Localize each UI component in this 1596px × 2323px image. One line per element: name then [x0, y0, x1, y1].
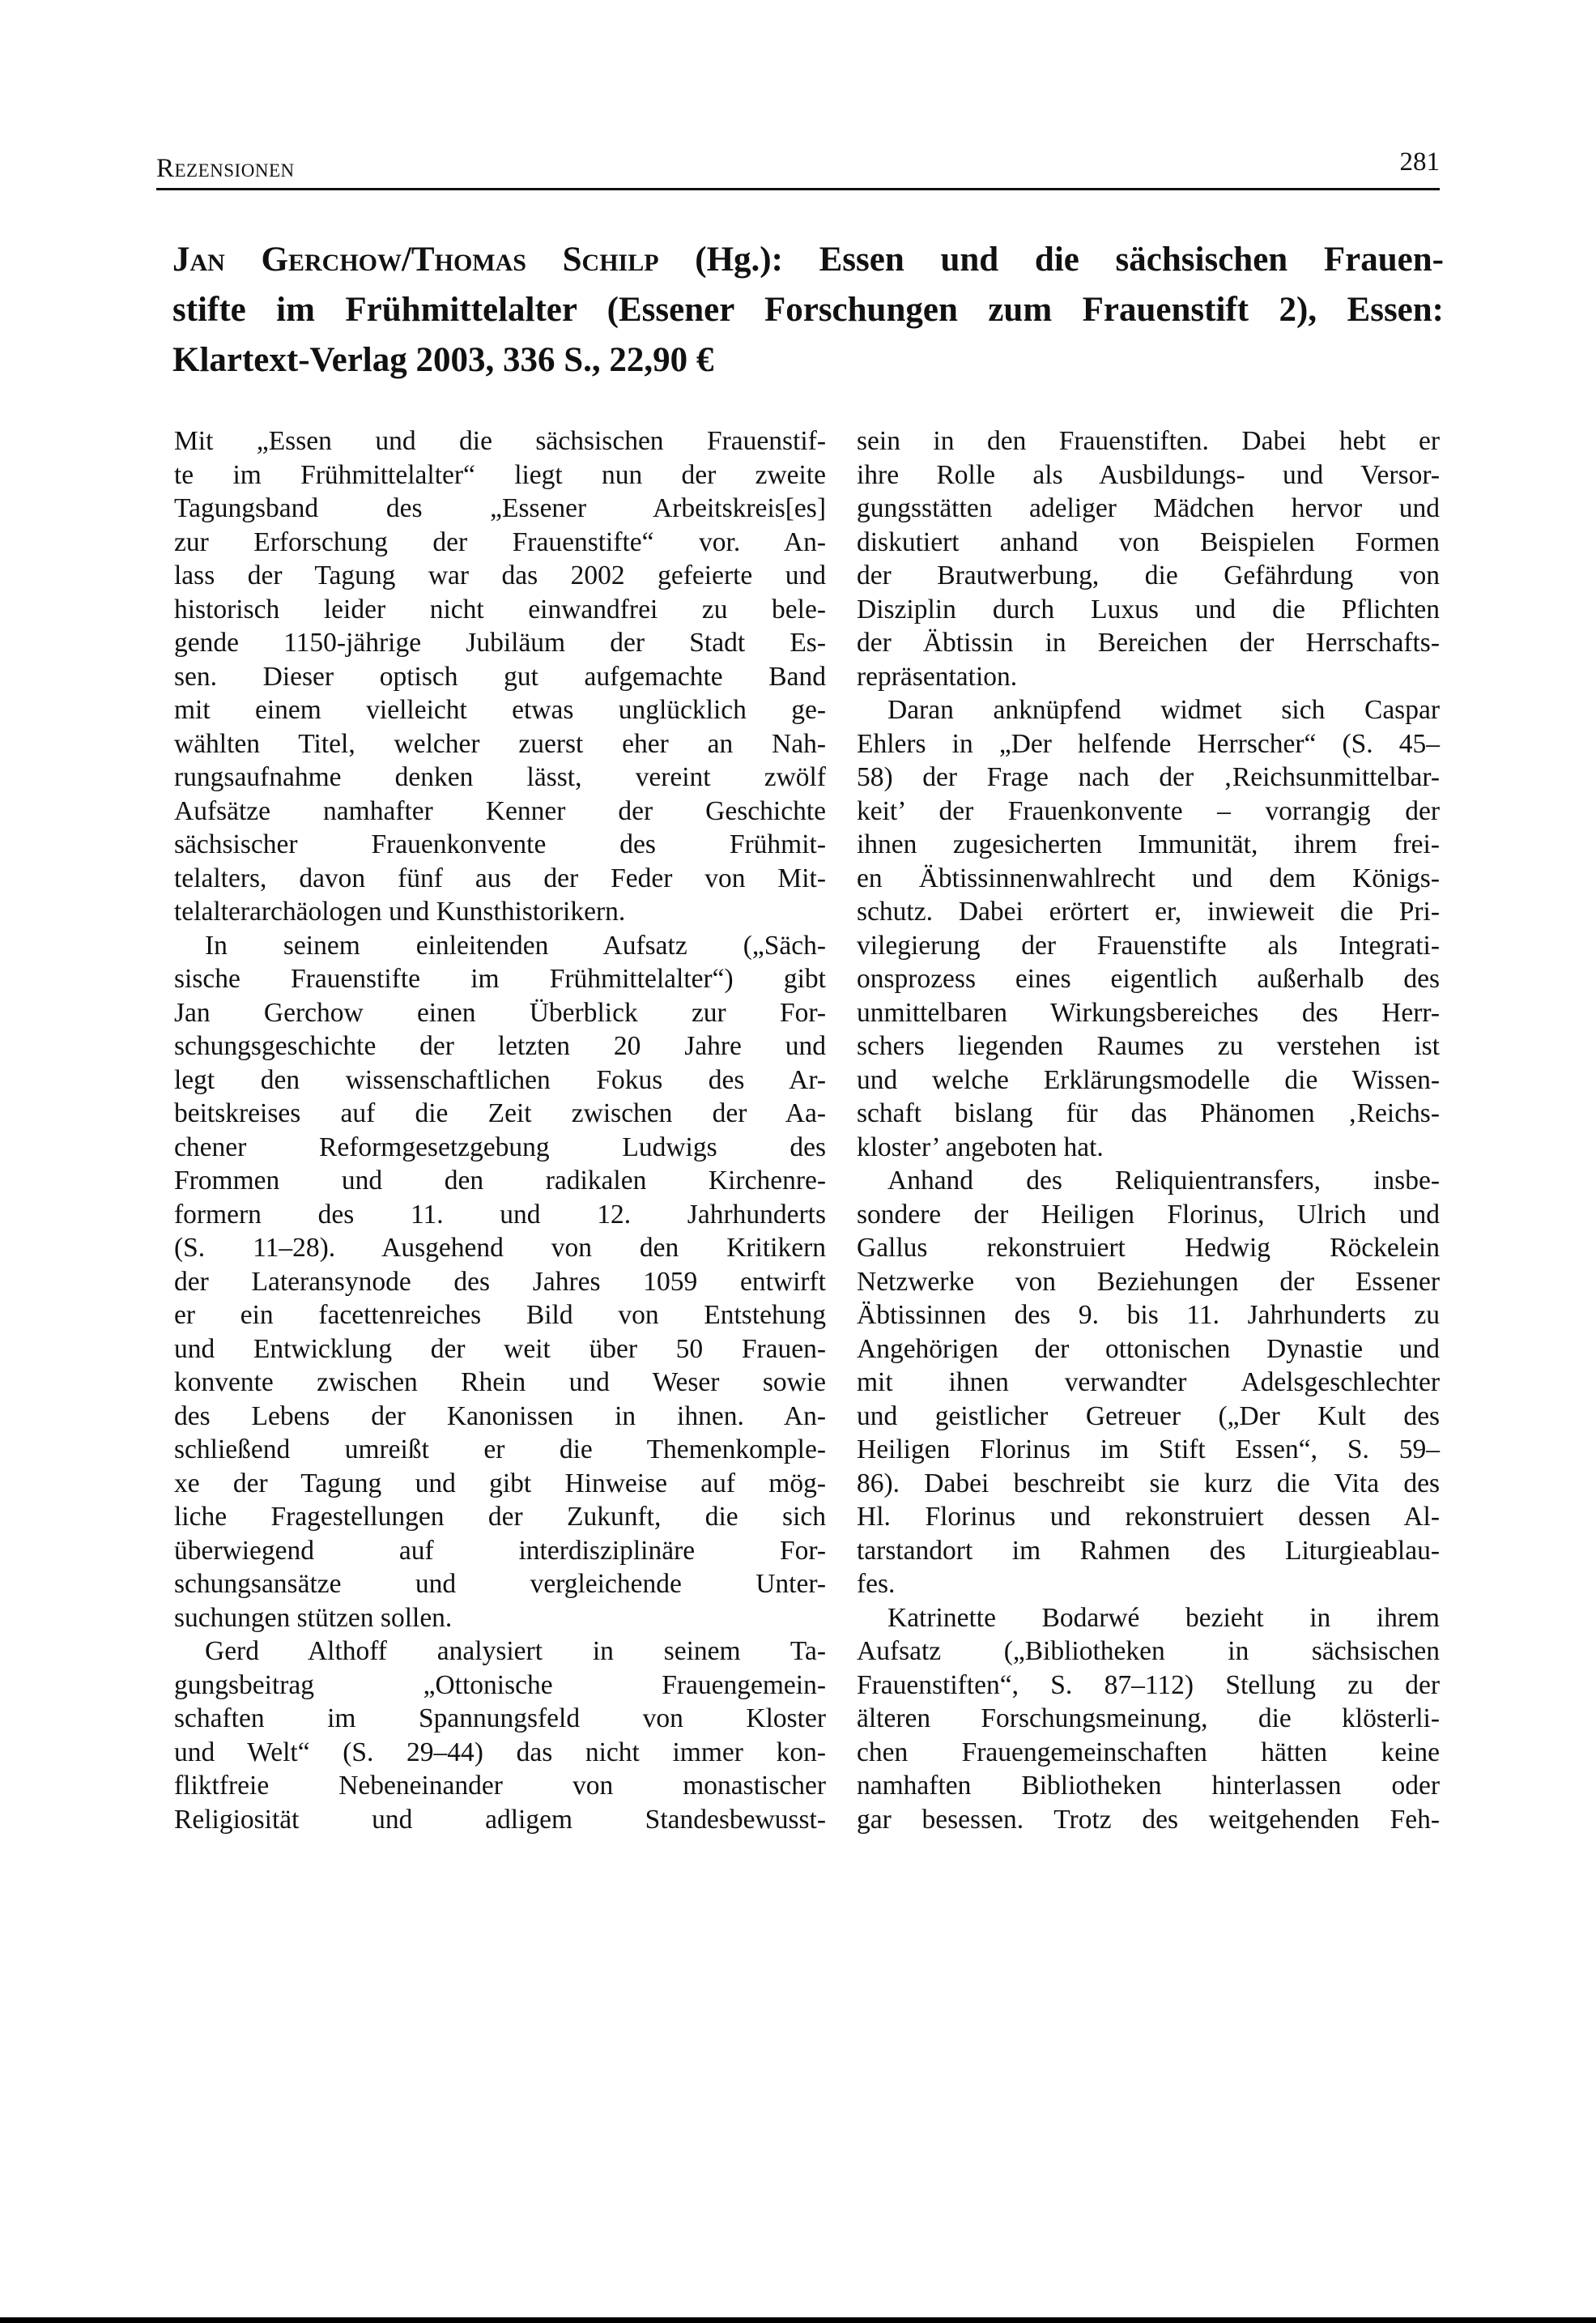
paragraph-start: Daran anknüpfend widmet sich Caspar: [887, 695, 1440, 725]
text-line: onsprozess eines eigentlich außerhalb des: [857, 964, 1440, 994]
text-line: rungsaufnahme denken lässt, vereint zwölf: [174, 762, 826, 792]
text-line: Gallus rekonstruiert Hedwig Röckelein: [857, 1233, 1440, 1263]
text-line: kloster’ angeboten hat.: [857, 1132, 1104, 1162]
paragraph-start: In seinem einleitenden Aufsatz („Säch-: [205, 930, 826, 961]
text-line: formern des 11. und 12. Jahrhunderts: [174, 1199, 826, 1230]
text-line: te im Frühmittelalter“ liegt nun der zweite: [174, 459, 826, 490]
text-line: repräsentation.: [857, 661, 1018, 692]
text-line: schungsansätze und vergleichende Unter-: [174, 1569, 826, 1599]
text-line: tarstandort im Rahmen des Liturgieablau-: [857, 1535, 1440, 1566]
text-line: fliktfreie Nebeneinander von monastischer: [174, 1771, 826, 1801]
text-line: wählten Titel, welcher zuerst eher an Nah-: [174, 728, 826, 759]
text-line: der Lateransynode des Jahres 1059 entwirft: [174, 1266, 826, 1297]
text-line: Aufsatz („Bibliotheken in sächsischen: [857, 1636, 1440, 1666]
text-line: Tagungsband des „Essener Arbeitskreis[es]: [174, 493, 826, 523]
review-heading: [172, 235, 1444, 386]
text-line: Netzwerke von Beziehungen der Essener: [857, 1266, 1440, 1297]
heading-line-1: [172, 235, 1444, 285]
text-line: Jan Gerchow einen Überblick zur For-: [174, 997, 826, 1028]
text-line: und Welt“ (S. 29–44) das nicht immer kon-: [174, 1737, 826, 1767]
section-title: Rezensionen: [156, 154, 295, 183]
text-line: unmittelbaren Wirkungsbereiches des Herr-: [857, 997, 1440, 1028]
text-line: 58) der Frage nach der ‚Reichsunmittelbar-: [857, 762, 1440, 792]
text-line: schließend umreißt er die Themenkomple-: [174, 1434, 826, 1464]
heading-line-3: Klartext-Verlag 2003, 336 S., 22,90 €: [172, 341, 714, 379]
text-line: überwiegend auf interdisziplinäre For-: [174, 1535, 826, 1566]
text-line: Frauenstiften“, S. 87–112) Stellung zu der: [857, 1669, 1440, 1700]
text-line: telalters, davon fünf aus der Feder von Mit-: [174, 863, 826, 893]
text-line: Heiligen Florinus im Stift Essen“, S. 59–: [857, 1434, 1440, 1464]
text-line: des Lebens der Kanonissen in ihnen. An-: [174, 1400, 826, 1431]
text-line: mit ihnen verwandter Adelsgeschlechter: [857, 1367, 1440, 1397]
text-line: und geistlicher Getreuer („Der Kult des: [857, 1400, 1440, 1431]
text-column-left: [174, 424, 826, 1836]
text-line: gar besessen. Trotz des weitgehenden Feh-: [857, 1804, 1440, 1835]
text-line: älteren Forschungsmeinung, die klösterli-: [857, 1703, 1440, 1733]
text-line: sondere der Heiligen Florinus, Ulrich und: [857, 1199, 1440, 1230]
paragraph-start: Gerd Althoff analysiert in seinem Ta-: [205, 1636, 826, 1666]
text-line: er ein facettenreiches Bild von Entstehung: [174, 1300, 826, 1330]
text-line: sische Frauenstifte im Frühmittelalter“) gibt: [174, 964, 826, 994]
text-line: zur Erforschung der Frauenstifte“ vor. An-: [174, 526, 826, 557]
text-line: keit’ der Frauenkonvente – vorrangig der: [857, 795, 1440, 826]
text-line: xe der Tagung und gibt Hinweise auf mög-: [174, 1468, 826, 1498]
text-line: Hl. Florinus und rekonstruiert dessen Al-: [857, 1502, 1440, 1532]
text-line: Aufsätze namhafter Kenner der Geschichte: [174, 795, 826, 826]
running-header: [156, 147, 1440, 193]
header-rule: [156, 188, 1440, 190]
text-line: schers liegenden Raumes zu verstehen ist: [857, 1031, 1440, 1061]
text-line: sein in den Frauenstiften. Dabei hebt er: [857, 426, 1440, 456]
text-line: vilegierung der Frauenstifte als Integrati-: [857, 930, 1440, 961]
text-line: chener Reformgesetzgebung Ludwigs des: [174, 1132, 826, 1162]
page-number: 281: [1399, 147, 1440, 177]
text-line: Frommen und den radikalen Kirchenre-: [174, 1166, 826, 1196]
text-line: sen. Dieser optisch gut aufgemachte Band: [174, 661, 826, 692]
text-line: gungsbeitrag „Ottonische Frauengemein-: [174, 1669, 826, 1700]
text-line: konvente zwischen Rhein und Weser sowie: [174, 1367, 826, 1397]
text-line: der Äbtissin in Bereichen der Herrschafts-: [857, 628, 1440, 658]
text-line: sächsischer Frauenkonvente des Frühmit-: [174, 829, 826, 859]
text-line: gungsstätten adeliger Mädchen hervor und: [857, 493, 1440, 523]
text-line: Äbtissinnen des 9. bis 11. Jahrhunderts zu: [857, 1300, 1440, 1330]
text-line: der Brautwerbung, die Gefährdung von: [857, 561, 1440, 590]
text-line: suchungen stützen sollen.: [174, 1602, 453, 1633]
scan-edge-bar: [0, 2317, 1596, 2323]
editors: Jan Gerchow/Thomas Schilp: [172, 241, 659, 279]
text-line: schaft bislang für das Phänomen ‚Reichs-: [857, 1098, 1440, 1128]
text-line: ihnen zugesicherten Immunität, ihrem frei-: [857, 829, 1440, 859]
text-line: Mit „Essen und die sächsischen Frauenstif-: [174, 426, 826, 456]
text-line: und Entwicklung der weit über 50 Frauen-: [174, 1333, 826, 1364]
paragraph-start: Katrinette Bodarwé bezieht in ihrem: [887, 1602, 1440, 1633]
text-line: fes.: [857, 1569, 896, 1599]
text-line: Ehlers in „Der helfende Herrscher“ (S. 45–: [857, 728, 1440, 759]
text-line: diskutiert anhand von Beispielen Formen: [857, 526, 1440, 557]
text-line: ihre Rolle als Ausbildungs- und Versor-: [857, 459, 1440, 490]
text-line: schaften im Spannungsfeld von Kloster: [174, 1703, 826, 1733]
text-line: lass der Tagung war das 2002 gefeierte und: [174, 561, 826, 590]
text-line: schutz. Dabei erörtert er, inwieweit die Pri-: [857, 897, 1440, 927]
heading-text: (Hg.): Essen und die sächsischen Frauen-: [658, 241, 1444, 279]
text-line: gende 1150-jährige Jubiläum der Stadt Es-: [174, 628, 826, 658]
text-line: en Äbtissinnenwahlrecht und dem Königs-: [857, 863, 1440, 893]
text-line: liche Fragestellungen der Zukunft, die sich: [174, 1502, 826, 1532]
text-line: namhaften Bibliotheken hinterlassen oder: [857, 1771, 1440, 1801]
text-line: und welche Erklärungsmodelle die Wissen-: [857, 1064, 1440, 1095]
text-line: beitskreises auf die Zeit zwischen der Aa-: [174, 1098, 826, 1128]
text-line: Religiosität und adligem Standesbewusst-: [174, 1804, 826, 1835]
text-line: (S. 11–28). Ausgehend von den Kritikern: [174, 1233, 826, 1263]
text-line: schungsgeschichte der letzten 20 Jahre und: [174, 1031, 826, 1061]
text-line: historisch leider nicht einwandfrei zu bele-: [174, 594, 826, 624]
text-line: Angehörigen der ottonischen Dynastie und: [857, 1333, 1440, 1364]
text-line: mit einem vielleicht etwas unglücklich ge-: [174, 695, 826, 725]
heading-line-2: stifte im Frühmittelalter (Essener Forschungen zum Frauenstift 2), Essen:: [172, 291, 1444, 329]
text-line: Disziplin durch Luxus und die Pflichten: [857, 594, 1440, 624]
text-line: chen Frauengemeinschaften hätten keine: [857, 1737, 1440, 1767]
paragraph-start: Anhand des Reliquientransfers, insbe-: [887, 1166, 1440, 1196]
text-line: telalterarchäologen und Kunsthistorikern.: [174, 897, 626, 927]
text-line: 86). Dabei beschreibt sie kurz die Vita des: [857, 1468, 1440, 1498]
text-column-right: [857, 424, 1440, 1836]
text-line: legt den wissenschaftlichen Fokus des Ar-: [174, 1064, 826, 1095]
